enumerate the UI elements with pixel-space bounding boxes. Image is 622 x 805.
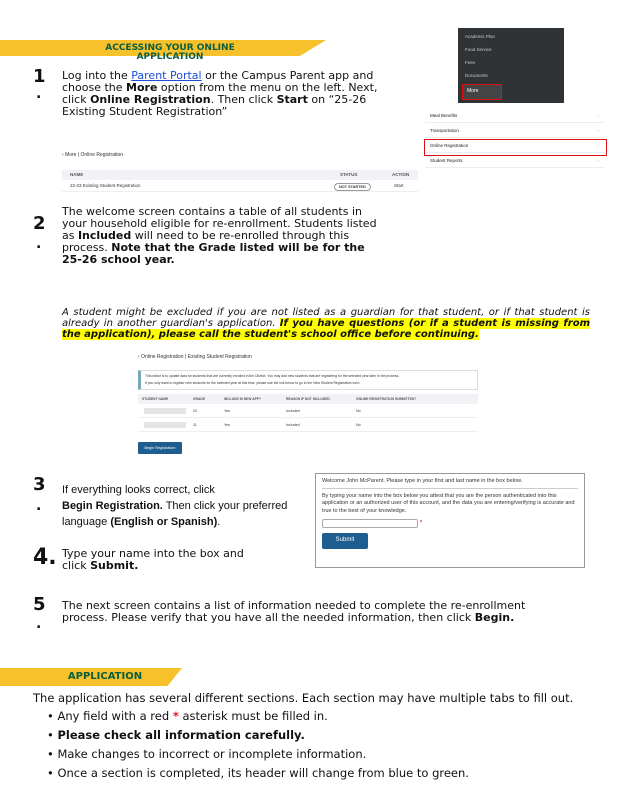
step-1-dot: .: [36, 86, 42, 102]
menu-item-student-reports[interactable]: Student Reports ›: [425, 153, 605, 168]
bullet-check-carefully: • Please check all information carefully.: [47, 728, 305, 742]
welcome-message: Welcome John McParent. Please type in your first and last name in the box below.: [322, 478, 578, 489]
red-asterisk-icon: *: [172, 709, 179, 723]
online-registration-highlight: [424, 139, 607, 156]
breadcrumb[interactable]: ‹ More | Online Registration: [62, 152, 124, 158]
step-3-dot: .: [36, 498, 42, 514]
menu-item-online-registration[interactable]: Online Registration ›: [425, 138, 605, 153]
table-row: 03 Yes Included No: [138, 404, 478, 418]
step-3-text: If everything looks correct, click Begin Registration. Then click your preferred language (English or Spanish).: [62, 484, 288, 528]
menu-item-documents[interactable]: Documents: [465, 73, 488, 78]
step-5-text: The next screen contains a list of information needed to complete the re-enrollment process. Please verify that you have all the needed information, then click Begin.: [62, 599, 526, 624]
menu-item-academic-plan[interactable]: Academic Plan: [465, 34, 496, 39]
student-name-redacted: [144, 422, 186, 428]
status-badge: NOT STARTED: [334, 183, 371, 191]
table-row: 11 Yes Included No: [138, 418, 478, 432]
step-1-text: Log into the Parent Portal or the Campus Parent app and choose the More option from the menu on the left. Next, click Online Registration. Then click Start on “25-26 Existing Student Registration”: [62, 69, 378, 118]
step-2-number: 2: [33, 213, 46, 234]
table-header: NAME STATUS ACTION: [62, 170, 418, 180]
bullet-section-color: • Once a section is completed, its header will change from blue to green.: [47, 766, 469, 780]
step-5-dot: .: [36, 616, 42, 632]
step-4-text: Type your name into the box and click Submit.: [62, 547, 244, 572]
breadcrumb[interactable]: ‹ Online Registration | Existing Student Registration: [138, 354, 252, 360]
students-table-header: STUDENT NAME GRADE INCLUDE IN NEW APP? REASON IF NOT INCLUDED ONLINE REGISTRATION SUBMITTED?: [138, 394, 478, 404]
menu-item-more[interactable]: [462, 84, 502, 100]
student-name-redacted: [144, 408, 186, 414]
signature-box: [315, 473, 585, 568]
step-2-dot: .: [36, 236, 42, 252]
table-row: 22-23 Existing Student Registration NOT STARTED Start: [62, 180, 418, 192]
section-banner-title: ACCESSING YOUR ONLINE APPLICATION: [105, 43, 235, 62]
application-intro: The application has several different sections. Each section may have multiple tabs to fill out.: [33, 691, 574, 705]
menu-item-fees[interactable]: Fees: [465, 60, 476, 65]
name-field-row: [322, 519, 578, 528]
step-1-number: 1: [33, 66, 46, 87]
name-input[interactable]: [322, 519, 418, 528]
menu-item-meal-benefits[interactable]: Meal Benefits ›: [425, 108, 605, 123]
required-asterisk: *: [420, 519, 423, 526]
chevron-right-icon: ›: [597, 128, 599, 133]
submit-button[interactable]: Submit: [322, 533, 368, 549]
bullet-make-changes: • Make changes to incorrect or incomplete information.: [47, 747, 367, 761]
chevron-right-icon: ›: [597, 158, 599, 163]
start-link[interactable]: Start: [394, 183, 404, 188]
registration-list-screenshot: [62, 152, 418, 196]
exclusion-note: A student might be excluded if you are not listed as a guardian for that student, or if that student is already in another guardian's application. If you have questions (or if a student is missing from the application), please call the student's school office before continuing.: [62, 307, 590, 340]
chevron-right-icon: ›: [597, 143, 599, 148]
menu-item-transportation[interactable]: Transportation ›: [425, 123, 605, 138]
step-2-text: The welcome screen contains a table of all students in your household eligible for re-enrollment. Students listed as Included will need to be re-enrolled through this process. Note that the Grade listed will be for the 25-26 school year.: [62, 205, 377, 266]
menu-item-more-label: More: [467, 88, 479, 94]
menu-item-food-service[interactable]: Food Service: [465, 47, 492, 52]
parent-portal-link[interactable]: Parent Portal: [131, 69, 202, 82]
info-box: This editor is to update data for students that are currently enrolled in the District. You may add new students that are registering for the selected year later in the process. If you only want to register new students for the selected year at this time, please use the link below to go to the New Student Registration form.: [138, 370, 478, 390]
bullet-required-fields: • Any field with a red * asterisk must be filled in.: [47, 709, 328, 723]
begin-registration-button[interactable]: Begin Registration: [138, 442, 182, 454]
step-5-number: 5: [33, 594, 46, 615]
attestation-text: By typing your name into the box below you attest that you are the person authenticated into this application or an authorized user of this account, and the data you are entering/verifying is accurate and true to the best of your knowledge.: [322, 492, 575, 514]
existing-registration-screenshot: [138, 352, 478, 460]
application-banner-title: APPLICATION: [67, 671, 143, 682]
chevron-right-icon: ›: [597, 113, 599, 118]
contact-school-highlight: If you have questions (or if a student is missing from the application), please call the student's school office before continuing.: [62, 318, 590, 340]
step-4-number: 4.: [33, 545, 57, 570]
step-3-number: 3: [33, 474, 46, 495]
